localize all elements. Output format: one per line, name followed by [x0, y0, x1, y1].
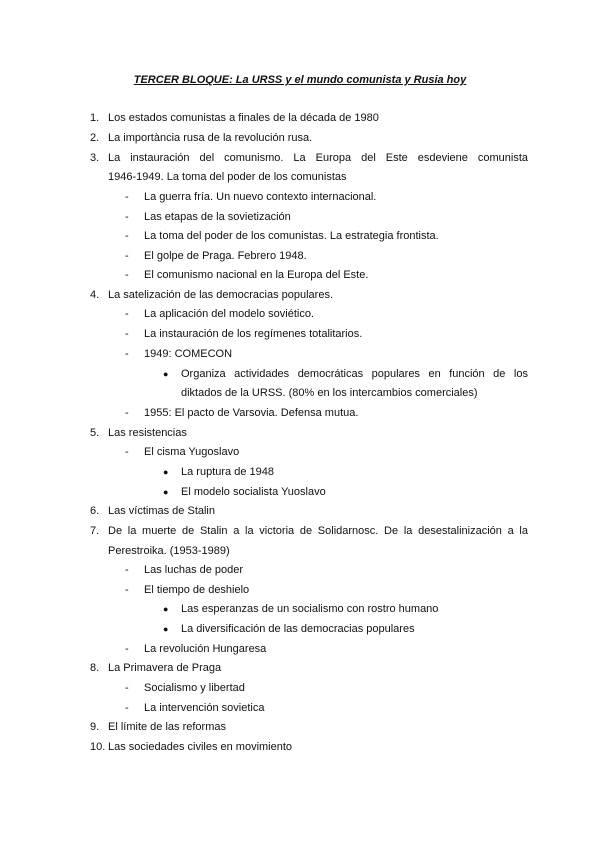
sub-item-text: La revolución Hungaresa [144, 643, 267, 655]
item-text: De la muerte de Stalin a la victoria de Solidarnosc. De la desestalinización a la [108, 525, 528, 537]
dash-bullet: - [125, 308, 129, 320]
dash-bullet: - [125, 446, 129, 458]
dash-bullet: - [125, 584, 129, 596]
sub-sub-item-text: El modelo socialista Yuoslavo [181, 486, 326, 498]
dash-bullet: - [125, 191, 129, 203]
sub-item-text: La aplicación del modelo soviético. [144, 308, 314, 320]
sub-sub-item-text: diktados de la URSS. (80% en los intercambios comerciales) [181, 387, 478, 399]
item-number: 10. [90, 741, 106, 753]
item-text: El límite de las reformas [108, 721, 226, 733]
sub-item-text: 1955: El pacto de Varsovia. Defensa mutua. [144, 407, 359, 419]
dash-bullet: - [125, 211, 129, 223]
dash-bullet: - [125, 682, 129, 694]
sub-item-text: Las etapas de la sovietización [144, 211, 291, 223]
item-text: La Primavera de Praga [108, 662, 222, 674]
dash-bullet: - [125, 564, 129, 576]
item-number: 9. [90, 721, 100, 733]
dash-bullet: - [125, 328, 129, 340]
item-text: 1946-1949. La toma del poder de los comunistas [108, 171, 347, 183]
sub-sub-item-text: La ruptura de 1948 [181, 466, 274, 478]
item-text: Perestroika. (1953-1989) [108, 545, 230, 557]
dash-bullet: - [125, 230, 129, 242]
document-title: TERCER BLOQUE: La URSS y el mundo comunista y Rusia hoy [133, 74, 467, 86]
sub-sub-item-text: Organiza actividades democráticas populares en función de los [181, 368, 528, 380]
dot-bullet: ● [163, 467, 169, 477]
sub-item-text: 1949: COMECON [144, 348, 233, 360]
sub-item-text: La intervención sovietica [144, 702, 265, 714]
dash-bullet: - [125, 643, 129, 655]
sub-sub-item-text: La diversificación de las democracias populares [181, 623, 415, 635]
dot-bullet: ● [163, 369, 169, 379]
dash-bullet: - [125, 348, 129, 360]
item-number: 5. [90, 427, 100, 439]
item-number: 7. [90, 525, 100, 537]
item-number: 4. [90, 289, 100, 301]
item-text: Las sociedades civiles en movimiento [108, 741, 293, 753]
sub-item-text: La guerra fría. Un nuevo contexto internacional. [144, 191, 377, 203]
item-text: Las resistencias [108, 427, 187, 439]
dash-bullet: - [125, 269, 129, 281]
sub-item-text: El cisma Yugoslavo [144, 446, 240, 458]
dash-bullet: - [125, 702, 129, 714]
dot-bullet: ● [163, 604, 169, 614]
item-text: La importància rusa de la revolución rusa. [108, 132, 313, 144]
item-number: 3. [90, 152, 100, 164]
item-number: 2. [90, 132, 100, 144]
sub-item-text: Socialismo y libertad [144, 682, 245, 694]
sub-item-text: El comunismo nacional en la Europa del Este. [144, 269, 369, 281]
item-text: La satelización de las democracias populares. [108, 289, 334, 301]
item-text: Las víctimas de Stalin [108, 505, 215, 517]
sub-item-text: El tiempo de deshielo [144, 584, 250, 596]
item-number: 1. [90, 112, 100, 124]
item-number: 8. [90, 662, 100, 674]
sub-item-text: La instauración de los regímenes totalitarios. [144, 328, 363, 340]
sub-sub-item-text: Las esperanzas de un socialismo con rostro humano [181, 603, 439, 615]
sub-item-text: La toma del poder de los comunistas. La estrategia frontista. [144, 230, 439, 242]
item-text: Los estados comunistas a finales de la década de 1980 [108, 112, 379, 124]
dot-bullet: ● [163, 487, 169, 497]
item-number: 6. [90, 505, 100, 517]
sub-item-text: Las luchas de poder [144, 564, 244, 576]
sub-item-text: El golpe de Praga. Febrero 1948. [144, 250, 307, 262]
dot-bullet: ● [163, 624, 169, 634]
dash-bullet: - [125, 250, 129, 262]
item-text: La instauración del comunismo. La Europa del Este esdeviene comunista [108, 152, 528, 164]
dash-bullet: - [125, 407, 129, 419]
